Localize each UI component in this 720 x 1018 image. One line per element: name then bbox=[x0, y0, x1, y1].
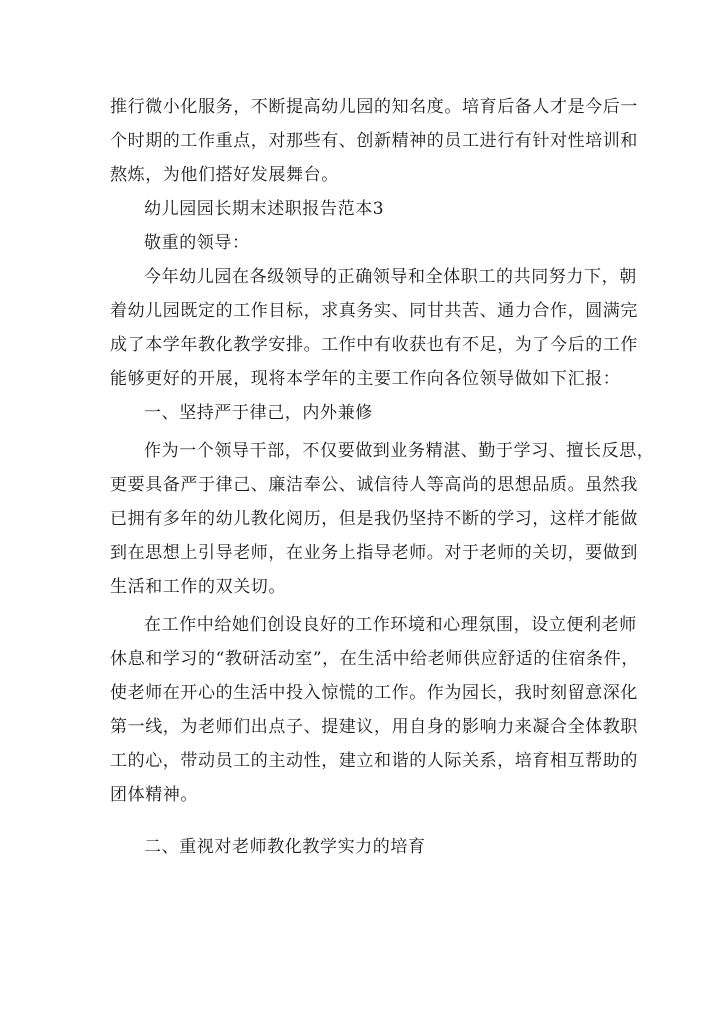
text-line: 成了本学年教化教学安排。工作中有收获也有不足，为了今后的工作 bbox=[110, 335, 638, 355]
text-line: 团体精神。 bbox=[110, 785, 198, 805]
text-line: 在工作中给她们创设良好的工作环境和心理氛围，设立便利老师 bbox=[144, 615, 637, 635]
text-line: 熬炼，为他们搭好发展舞台。 bbox=[110, 165, 339, 185]
subheading: 二、重视对老师教化教学实力的培育 bbox=[144, 837, 426, 857]
text-line: 今年幼儿园在各级领导的正确领导和全体职工的共同努力下，朝 bbox=[144, 267, 637, 287]
text-line: 着幼儿园既定的工作目标，求真务实、同甘共苦、通力合作，圆满完 bbox=[110, 301, 638, 321]
section-title: 幼儿园园长期末述职报告范本3 bbox=[144, 199, 385, 219]
subheading: 一、坚持严于律己，内外兼修 bbox=[144, 403, 373, 423]
document-body bbox=[110, 90, 655, 864]
text-line: 第一线，为老师们出点子、提建议，用自身的影响力来凝合全体教职 bbox=[110, 717, 638, 737]
text-line: 休息和学习的“教研活动室”，在生活中给老师供应舒适的住宿条件， bbox=[110, 649, 639, 669]
text-line: 推行微小化服务，不断提高幼儿园的知名度。培育后备人才是今后一 bbox=[110, 97, 638, 117]
text-line: 能够更好的开展，现将本学年的主要工作向各位领导做如下汇报： bbox=[110, 369, 621, 389]
text-line: 到在思想上引导老师，在业务上指导老师。对于老师的关切，要做到 bbox=[110, 543, 638, 563]
salutation: 敬重的领导： bbox=[144, 233, 250, 253]
text-line: 个时期的工作重点，对那些有、创新精神的员工进行有针对性培训和 bbox=[110, 131, 638, 151]
text-line: 使老师在开心的生活中投入惊慌的工作。作为园长，我时刻留意深化 bbox=[110, 683, 638, 703]
text-line: 生活和工作的双关切。 bbox=[110, 577, 286, 597]
text-line: 更要具备严于律己、廉洁奉公、诚信待人等高尚的思想品质。虽然我 bbox=[110, 475, 638, 495]
text-line: 工的心，带动员工的主动性，建立和谐的人际关系，培育相互帮助的 bbox=[110, 751, 638, 771]
text-line: 作为一个领导干部，不仅要做到业务精湛、勤于学习、擅长反思， bbox=[144, 441, 655, 461]
text-line: 已拥有多年的幼儿教化阅历，但是我仍坚持不断的学习，这样才能做 bbox=[110, 509, 638, 529]
